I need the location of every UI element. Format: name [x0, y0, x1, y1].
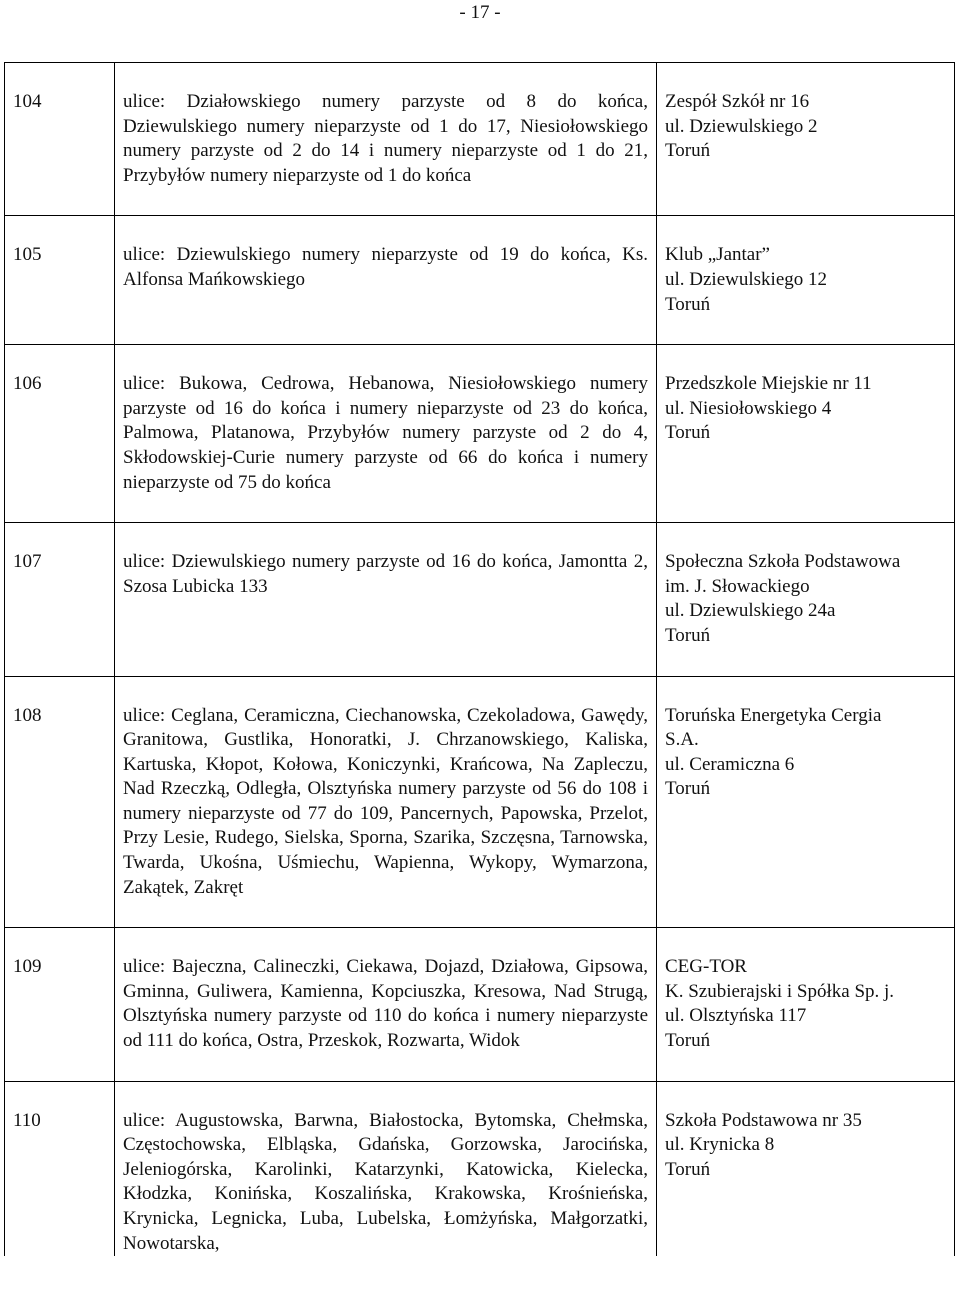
polling-station-line: ul. Krynicka 8 [665, 1134, 775, 1156]
table-body [5, 63, 955, 1257]
polling-station-line: Przedszkole Miejskie nr 11 [665, 373, 872, 395]
table-row [5, 216, 955, 345]
polling-station-line: Toruń [665, 140, 711, 162]
polling-station [657, 676, 955, 928]
table-row [5, 676, 955, 928]
district-streets: ulice: Bukowa, Cedrowa, Hebanowa, Niesiołowskiego numery parzyste od 16 do końca i numery nieparzyste od 23 do końca, Palmowa, Platanowa, Przybyłów numery parzyste od 2 do 4, Skłodowskiej-Curie numery parzyste od 66 do końca i numery nieparzyste od 75 do końca [115, 345, 657, 523]
polling-station-line: Społeczna Szkoła Podstawowa [665, 551, 901, 573]
polling-station-line: ul. Dziewulskiego 12 [665, 268, 828, 290]
district-number: 109 [5, 928, 115, 1081]
polling-station-line: Zespół Szkół nr 16 [665, 91, 810, 112]
polling-station-line: S.A. [665, 729, 699, 751]
table-row [5, 345, 955, 523]
polling-station-line: Toruń [665, 293, 711, 315]
polling-station [657, 216, 955, 345]
polling-station-line: Toruń [665, 778, 711, 800]
polling-station-line: ul. Dziewulskiego 24a [665, 600, 836, 622]
polling-station-line: Toruń [665, 1030, 711, 1052]
polling-station [657, 928, 955, 1081]
table-row [5, 523, 955, 676]
polling-station-line: ul. Olsztyńska 117 [665, 1005, 807, 1027]
table-row [5, 1081, 955, 1256]
table-row [5, 63, 955, 216]
district-number: 105 [5, 216, 115, 345]
district-streets: ulice: Dziewulskiego numery nieparzyste od 19 do końca, Ks. Alfonsa Mańkowskiego [115, 216, 657, 345]
polling-station-line: ul. Ceramiczna 6 [665, 753, 795, 775]
polling-station-line: ul. Niesiołowskiego 4 [665, 397, 832, 419]
district-streets: ulice: Augustowska, Barwna, Białostocka, Bytomska, Chełmska, Częstochowska, Elbląska, Gdańska, Gorzowska, Jarocińska, Jeleniogórska, Karolinki, Katarzynki, Katowicka, Kielecka, Kłodzka, Konińska, Koszalińska, Krakowska, Krośnieńska, Krynicka, Legnicka, Luba, Lubelska, Łomżyńska, Małgorzatki, Nowotarska, [115, 1081, 657, 1256]
polling-station [657, 1081, 955, 1256]
district-number: 104 [5, 63, 115, 216]
district-number: 110 [5, 1081, 115, 1256]
district-streets: ulice: Bajeczna, Calineczki, Ciekawa, Dojazd, Działowa, Gipsowa, Gminna, Guliwera, Kamienna, Kopciuszka, Kresowa, Nad Strugą, Olsztyńska numery parzyste od 110 do końca i numery nieparzyste od 111 do końca, Ostra, Przeskok, Rozwarta, Widok [115, 928, 657, 1081]
district-streets: ulice: Dziewulskiego numery parzyste od 16 do końca, Jamontta 2, Szosa Lubicka 133 [115, 523, 657, 676]
district-number: 106 [5, 345, 115, 523]
polling-station [657, 345, 955, 523]
polling-station-line: Klub „Jantar” [665, 244, 770, 266]
polling-station [657, 523, 955, 676]
polling-station-line: Toruńska Energetyka Cergia [665, 704, 882, 726]
polling-station-line: Toruń [665, 1158, 711, 1180]
page-number: - 17 - [459, 2, 501, 23]
polling-station-line: ul. Dziewulskiego 2 [665, 115, 818, 137]
polling-station-line: Szkoła Podstawowa nr 35 [665, 1109, 862, 1131]
polling-station-line: Toruń [665, 422, 711, 444]
polling-station [657, 63, 955, 216]
table-row [5, 928, 955, 1081]
polling-station-line: CEG-TOR [665, 956, 747, 978]
polling-station-line: Toruń [665, 624, 711, 646]
district-streets: ulice: Działowskiego numery parzyste od 8 do końca, Dziewulskiego numery nieparzyste od 1 do 17, Niesiołowskiego numery parzyste od 2 do 14 i numery nieparzyste od 1 do 21, Przybyłów numery nieparzyste od 1 do końca [115, 63, 657, 216]
district-streets: ulice: Ceglana, Ceramiczna, Ciechanowska, Czekoladowa, Gawędy, Granitowa, Gustlika, Honoratki, J. Chrzanowskiego, Kaliska, Kartuska, Kłopot, Kołowa, Koniczynki, Krańcowa, Na Zapleczu, Nad Rzeczką, Odległa, Olsztyńska numery parzyste od 56 do 108 i numery nieparzyste od 77 do 109, Pancernych, Papowska, Przelot, Przy Lesie, Rudego, Sielska, Sporna, Szarika, Szczęsna, Tarnowska, Twarda, Ukośna, Uśmiechu, Wapienna, Wykopy, Wymarzona, Zakątek, Zakręt [115, 676, 657, 928]
polling-station-line: K. Szubierajski i Spółka Sp. j. [665, 980, 895, 1002]
polling-station-line: im. J. Słowackiego [665, 575, 810, 597]
polling-districts-table [4, 62, 955, 1256]
district-number: 107 [5, 523, 115, 676]
district-number: 108 [5, 676, 115, 928]
